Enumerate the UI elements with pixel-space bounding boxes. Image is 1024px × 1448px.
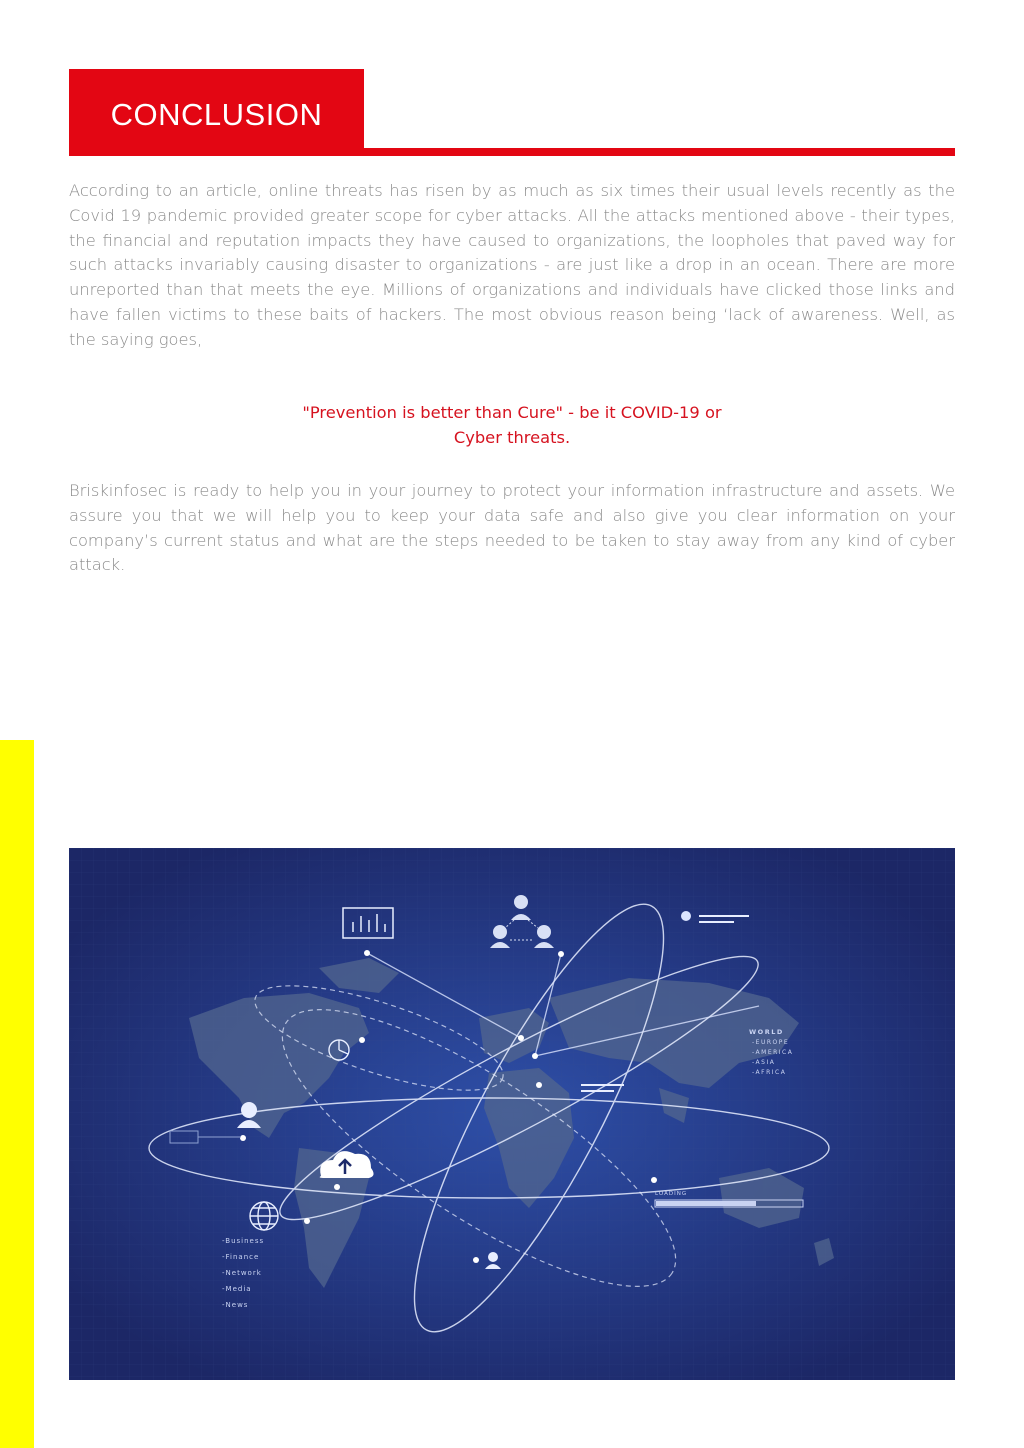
quote-line-1: "Prevention is better than Cure" - be it COVID-19 or xyxy=(302,403,722,422)
region-asia: -ASIA xyxy=(752,1059,776,1066)
world-label: WORLD xyxy=(749,1028,784,1036)
region-america: -AMERICA xyxy=(752,1049,794,1056)
cyber-world-map-image xyxy=(69,848,955,1380)
region-europe: -EUROPE xyxy=(752,1039,790,1046)
section-heading-box xyxy=(69,69,364,156)
section-heading: CONCLUSION xyxy=(110,96,323,132)
loading-label: LOADING xyxy=(655,1191,688,1197)
category-business: -Business xyxy=(222,1237,265,1245)
category-media: -Media xyxy=(222,1285,252,1293)
category-finance: -Finance xyxy=(222,1253,260,1261)
category-news: -News xyxy=(222,1301,249,1309)
region-africa: -AFRICA xyxy=(752,1069,787,1076)
highlight-quote xyxy=(69,400,955,450)
quote-line-2: Cyber threats. xyxy=(453,428,571,447)
conclusion-paragraph: According to an article, online threats has risen by as much as six times their usual levels recently as the Covid 19 pandemic provided greater scope for cyber attacks. All the attacks mentioned above - their types, the financial and reputation impacts they have caused to organizations, the loopholes that paved way for such attacks invariably causing disaster to organizations - are just like a drop in an ocean. There are more unreported than that meets the eye. Millions of organizations and individuals have clicked those links and have fallen victims to these baits of hackers. The most obvious reason being ‘lack of awareness. Well, as the saying goes, xyxy=(69,181,955,349)
category-network: -Network xyxy=(222,1269,262,1277)
side-accent-bar xyxy=(0,740,34,1448)
heading-underline xyxy=(69,148,955,156)
company-paragraph: Briskinfosec is ready to help you in your journey to protect your information infrastructure and assets. We assure you that we will help you to keep your data safe and also give you clear information on your company’s current status and what are the steps needed to be taken to stay away from any kind of cyber attack. xyxy=(69,481,955,575)
